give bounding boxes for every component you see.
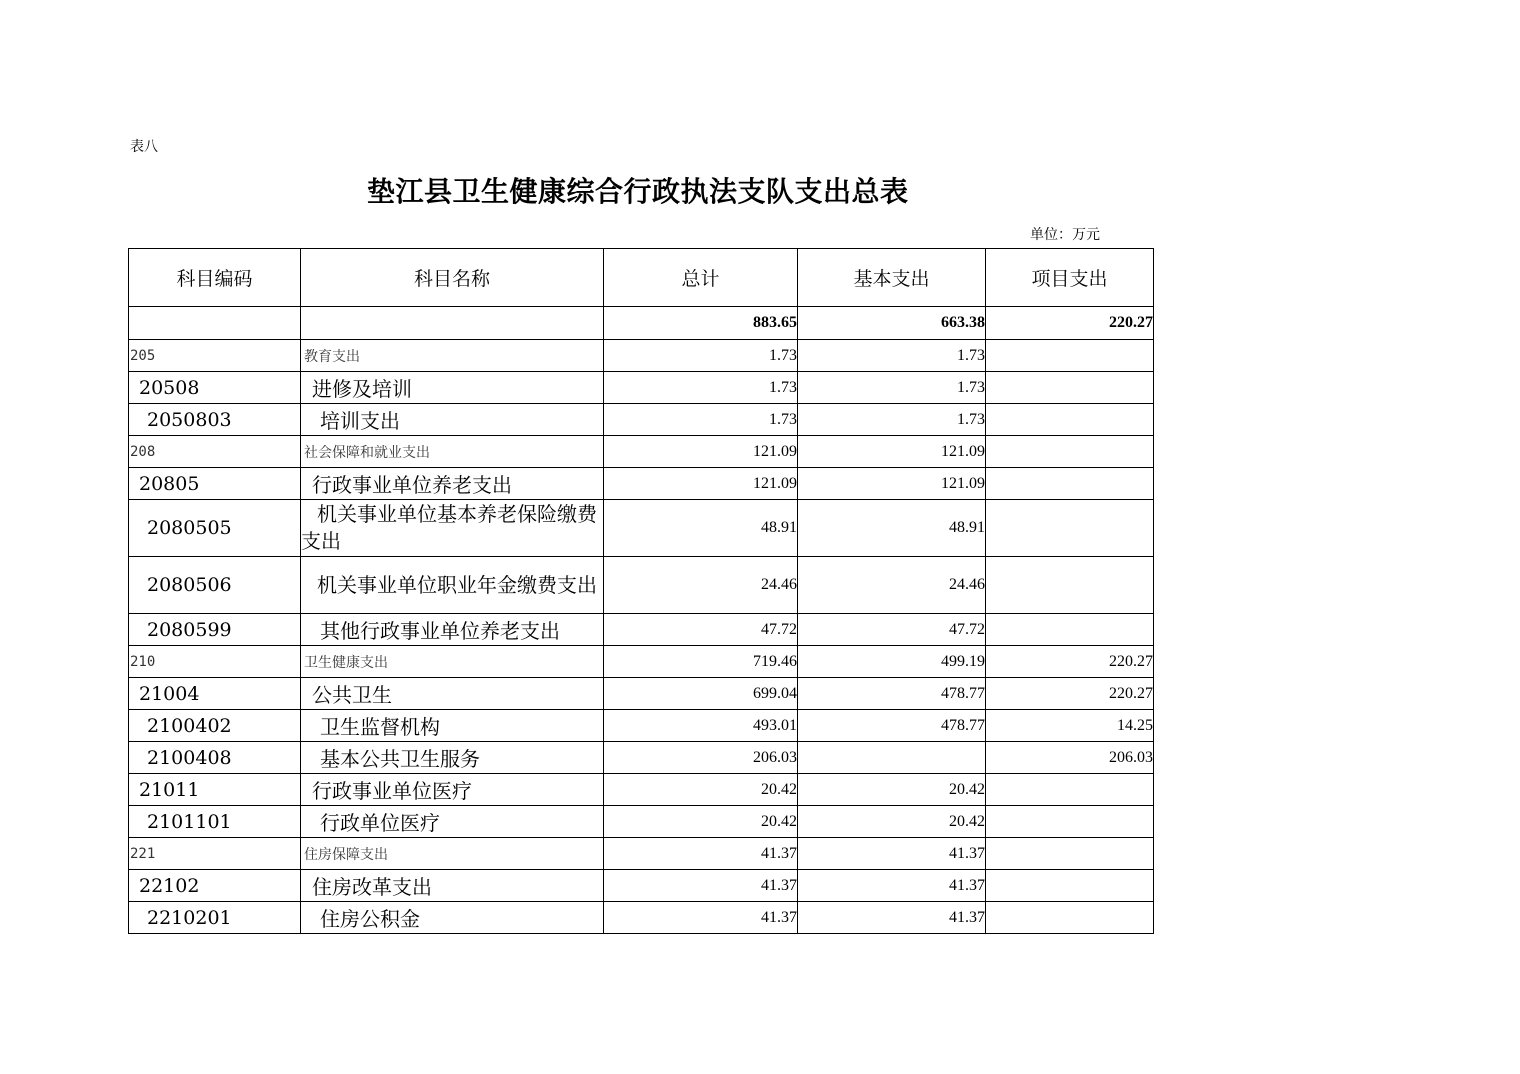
row-basic: 41.37 xyxy=(798,838,986,870)
row-basic: 24.46 xyxy=(798,557,986,614)
row-basic: 1.73 xyxy=(798,372,986,404)
table-number: 表八 xyxy=(130,139,158,155)
row-name: 机关事业单位基本养老保险缴费支出 xyxy=(301,500,604,557)
row-total: 41.37 xyxy=(604,902,798,934)
row-basic: 20.42 xyxy=(798,774,986,806)
row-code: 2101101 xyxy=(129,806,301,838)
row-basic: 1.73 xyxy=(798,404,986,436)
row-total: 121.09 xyxy=(604,436,798,468)
row-name: 卫生监督机构 xyxy=(301,710,604,742)
column-header-project: 项目支出 xyxy=(986,249,1154,307)
table-row xyxy=(129,500,1154,557)
total-row xyxy=(129,307,1154,340)
table-row xyxy=(129,774,1154,806)
row-code: 205 xyxy=(129,340,301,372)
row-total: 699.04 xyxy=(604,678,798,710)
table-row xyxy=(129,838,1154,870)
row-name: 公共卫生 xyxy=(301,678,604,710)
header-row xyxy=(129,249,1154,307)
table-row xyxy=(129,340,1154,372)
row-basic: 478.77 xyxy=(798,678,986,710)
row-project xyxy=(986,340,1154,372)
table-row xyxy=(129,870,1154,902)
row-name: 住房保障支出 xyxy=(301,838,604,870)
row-project xyxy=(986,614,1154,646)
row-basic: 499.19 xyxy=(798,646,986,678)
row-total: 206.03 xyxy=(604,742,798,774)
row-basic: 41.37 xyxy=(798,902,986,934)
row-basic: 41.37 xyxy=(798,870,986,902)
row-code: 20805 xyxy=(129,468,301,500)
table-row xyxy=(129,806,1154,838)
table-row xyxy=(129,614,1154,646)
row-project xyxy=(986,468,1154,500)
row-total: 20.42 xyxy=(604,806,798,838)
row-code: 208 xyxy=(129,436,301,468)
row-project: 220.27 xyxy=(986,646,1154,678)
row-code: 21004 xyxy=(129,678,301,710)
row-name: 培训支出 xyxy=(301,404,604,436)
row-project xyxy=(986,838,1154,870)
table-row xyxy=(129,678,1154,710)
row-project: 220.27 xyxy=(986,678,1154,710)
row-project xyxy=(986,806,1154,838)
row-project xyxy=(986,902,1154,934)
row-total: 41.37 xyxy=(604,838,798,870)
row-basic: 121.09 xyxy=(798,468,986,500)
row-name: 行政事业单位医疗 xyxy=(301,774,604,806)
row-name: 卫生健康支出 xyxy=(301,646,604,678)
total-project: 220.27 xyxy=(986,307,1154,340)
column-header-basic: 基本支出 xyxy=(798,249,986,307)
unit-label: 单位：万元 xyxy=(1030,227,1100,243)
row-project xyxy=(986,774,1154,806)
row-project: 206.03 xyxy=(986,742,1154,774)
row-project: 14.25 xyxy=(986,710,1154,742)
row-total: 1.73 xyxy=(604,372,798,404)
row-project xyxy=(986,557,1154,614)
row-total: 493.01 xyxy=(604,710,798,742)
row-project xyxy=(986,372,1154,404)
row-project xyxy=(986,870,1154,902)
row-code: 210 xyxy=(129,646,301,678)
table-row xyxy=(129,372,1154,404)
row-total: 1.73 xyxy=(604,404,798,436)
row-code: 221 xyxy=(129,838,301,870)
row-code: 2050803 xyxy=(129,404,301,436)
row-name: 住房公积金 xyxy=(301,902,604,934)
row-code: 2210201 xyxy=(129,902,301,934)
row-project xyxy=(986,404,1154,436)
total-code-cell xyxy=(129,307,301,340)
table-row xyxy=(129,710,1154,742)
row-total: 121.09 xyxy=(604,468,798,500)
table-row xyxy=(129,646,1154,678)
row-basic: 121.09 xyxy=(798,436,986,468)
row-name: 行政单位医疗 xyxy=(301,806,604,838)
table-row xyxy=(129,742,1154,774)
row-name: 住房改革支出 xyxy=(301,870,604,902)
column-header-code: 科目编码 xyxy=(129,249,301,307)
row-code: 21011 xyxy=(129,774,301,806)
row-basic: 478.77 xyxy=(798,710,986,742)
row-total: 1.73 xyxy=(604,340,798,372)
row-name: 社会保障和就业支出 xyxy=(301,436,604,468)
row-basic: 47.72 xyxy=(798,614,986,646)
row-name: 进修及培训 xyxy=(301,372,604,404)
row-total: 719.46 xyxy=(604,646,798,678)
table-row xyxy=(129,468,1154,500)
row-code: 2100402 xyxy=(129,710,301,742)
row-total: 47.72 xyxy=(604,614,798,646)
column-header-total: 总计 xyxy=(604,249,798,307)
row-code: 20508 xyxy=(129,372,301,404)
expenditure-table xyxy=(128,248,1154,934)
row-name: 基本公共卫生服务 xyxy=(301,742,604,774)
row-total: 24.46 xyxy=(604,557,798,614)
column-header-name: 科目名称 xyxy=(301,249,604,307)
row-project xyxy=(986,500,1154,557)
table-row xyxy=(129,902,1154,934)
row-basic xyxy=(798,742,986,774)
row-name: 其他行政事业单位养老支出 xyxy=(301,614,604,646)
row-code: 22102 xyxy=(129,870,301,902)
row-name: 行政事业单位养老支出 xyxy=(301,468,604,500)
row-total: 48.91 xyxy=(604,500,798,557)
row-basic: 1.73 xyxy=(798,340,986,372)
total-basic: 663.38 xyxy=(798,307,986,340)
table-row xyxy=(129,557,1154,614)
total-sum: 883.65 xyxy=(604,307,798,340)
row-code: 2080505 xyxy=(129,500,301,557)
row-basic: 48.91 xyxy=(798,500,986,557)
row-name: 教育支出 xyxy=(301,340,604,372)
row-project xyxy=(986,436,1154,468)
row-total: 41.37 xyxy=(604,870,798,902)
page-title: 垫江县卫生健康综合行政执法支队支出总表 xyxy=(367,175,909,208)
table-row xyxy=(129,404,1154,436)
row-total: 20.42 xyxy=(604,774,798,806)
row-code: 2080506 xyxy=(129,557,301,614)
total-name-cell xyxy=(301,307,604,340)
table-row xyxy=(129,436,1154,468)
row-code: 2100408 xyxy=(129,742,301,774)
row-code: 2080599 xyxy=(129,614,301,646)
row-name: 机关事业单位职业年金缴费支出 xyxy=(301,557,604,614)
row-basic: 20.42 xyxy=(798,806,986,838)
